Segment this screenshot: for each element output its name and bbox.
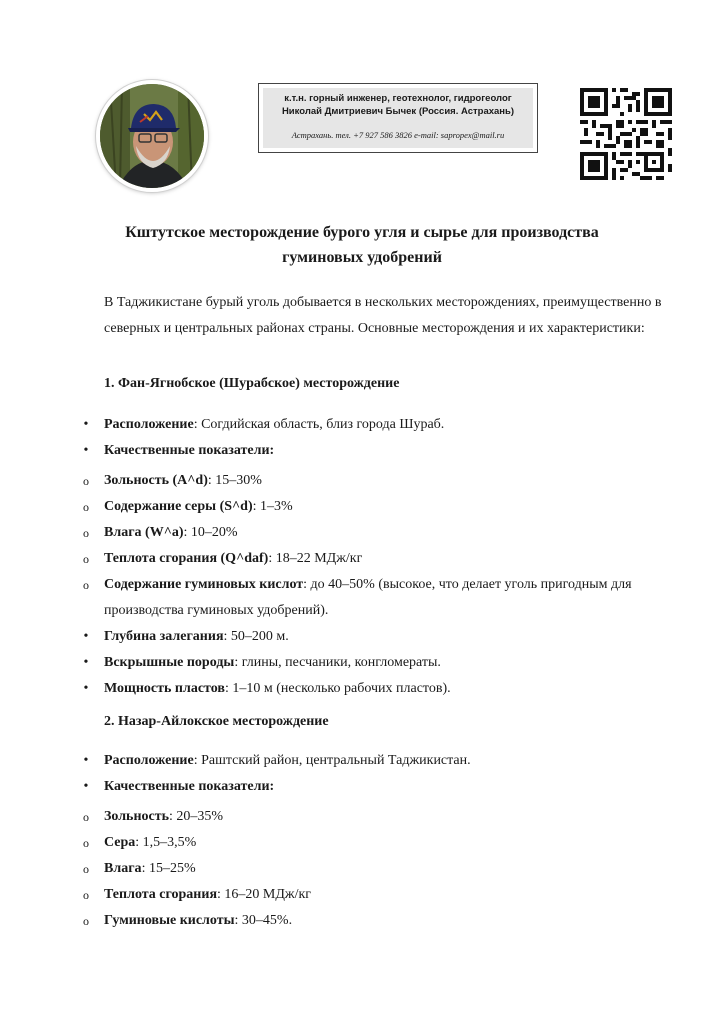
author-contacts: Астрахань. тел. +7 927 586 3826 e-mail: sapropex@mail.ru [291, 130, 505, 140]
item-text: : [269, 779, 275, 794]
sub-bullet-marker: o [83, 526, 89, 540]
item-text: : 10–20% [183, 525, 238, 540]
sub-bullet-marker: o [83, 862, 89, 876]
list-item [104, 546, 684, 572]
item-label: Расположение [104, 753, 194, 768]
item-text: : 18–22 МДж/кг [268, 551, 363, 566]
list-item [104, 624, 684, 650]
sub-bullet-marker: o [83, 578, 89, 592]
sub-bullet-marker: o [83, 500, 89, 514]
item-label: Влага [104, 861, 142, 876]
item-label: Глубина залегания [104, 629, 224, 644]
list-item [104, 882, 684, 908]
item-text: : 1–3% [252, 499, 293, 514]
list-item [104, 468, 684, 494]
item-label: Содержание гуминовых кислот [104, 577, 304, 592]
item-text: : 30–45%. [234, 913, 293, 928]
item-label: Качественные показатели [104, 779, 270, 794]
list-item [104, 774, 684, 800]
item-text: : 20–35% [169, 809, 224, 824]
item-label: Влага (W^a) [104, 525, 184, 540]
item-label: Содержание серы (S^d) [104, 499, 253, 514]
list-item [104, 804, 684, 830]
item-text: : 15–30% [207, 473, 262, 488]
item-text: : глины, песчаники, конгломераты. [234, 655, 441, 670]
document-title [80, 220, 644, 270]
list-item [104, 856, 684, 882]
item-text: : 16–20 МДж/кг [217, 887, 312, 902]
item-label: Зольность [104, 809, 170, 824]
list-item [104, 438, 684, 464]
item-label: Теплота сгорания (Q^daf) [104, 551, 269, 566]
intro-paragraph: В Таджикистане бурый уголь добывается в нескольких месторождениях, преимущественно в северных и центральных районах страны. Основные месторождения и их характеристики: [104, 295, 662, 336]
item-text: : 1,5–3,5% [135, 835, 197, 850]
item-label: Гуминовые кислоты [104, 913, 235, 928]
item-text: : [269, 443, 275, 458]
title-line-2: гуминовых удобрений [282, 249, 442, 266]
item-label: Вскрышные породы [104, 655, 235, 670]
bullet-marker: • [83, 655, 89, 670]
title-line-1: Кштутское месторождение бурого угля и сырье для производства [125, 224, 599, 241]
list-item [104, 908, 684, 934]
item-text: : Согдийская область, близ города Шураб. [193, 417, 445, 432]
author-info-box [258, 83, 538, 153]
section-1-heading: 1. Фан-Ягнобское (Шурабское) месторождение [104, 376, 400, 391]
list-item [104, 830, 684, 856]
bullet-marker: • [83, 417, 89, 432]
list-item [104, 520, 684, 546]
item-label: Теплота сгорания [104, 887, 218, 902]
sub-bullet-marker: o [83, 888, 89, 902]
list-item [104, 748, 684, 774]
author-name: Николай Дмитриевич Бычек (Россия. Астрахань) [281, 106, 515, 117]
list-item [104, 494, 684, 520]
list-item [104, 676, 684, 702]
sub-bullet-marker: o [83, 810, 89, 824]
sub-bullet-marker: o [83, 836, 89, 850]
list-item [104, 412, 684, 438]
bullet-marker: • [83, 629, 89, 644]
list-item [104, 650, 684, 676]
item-text: : до 40–50% (высокое, что делает уголь пригодным для производства гуминовых удобрений). [104, 577, 632, 618]
list-item [104, 572, 674, 624]
item-label: Расположение [104, 417, 194, 432]
item-label: Мощность пластов [104, 681, 225, 696]
qr-code [580, 88, 672, 180]
item-label: Сера [104, 835, 136, 850]
section-2-heading: 2. Назар-Айлокское месторождение [104, 714, 329, 729]
author-photo [96, 80, 208, 192]
bullet-marker: • [83, 753, 89, 768]
item-label: Качественные показатели [104, 443, 270, 458]
author-credentials: к.т.н. горный инженер, геотехнолог, гидрогеолог [284, 93, 512, 104]
item-text: : 1–10 м (несколько рабочих пластов). [224, 681, 451, 696]
item-text: : 15–25% [141, 861, 196, 876]
bullet-marker: • [83, 681, 89, 696]
bullet-marker: • [83, 779, 89, 794]
sub-bullet-marker: o [83, 914, 89, 928]
sub-bullet-marker: o [83, 552, 89, 566]
bullet-marker: • [83, 443, 89, 458]
item-label: Зольность (A^d) [104, 473, 208, 488]
sub-bullet-marker: o [83, 474, 89, 488]
item-text: : 50–200 м. [223, 629, 289, 644]
item-text: : Раштский район, центральный Таджикистан. [193, 753, 471, 768]
